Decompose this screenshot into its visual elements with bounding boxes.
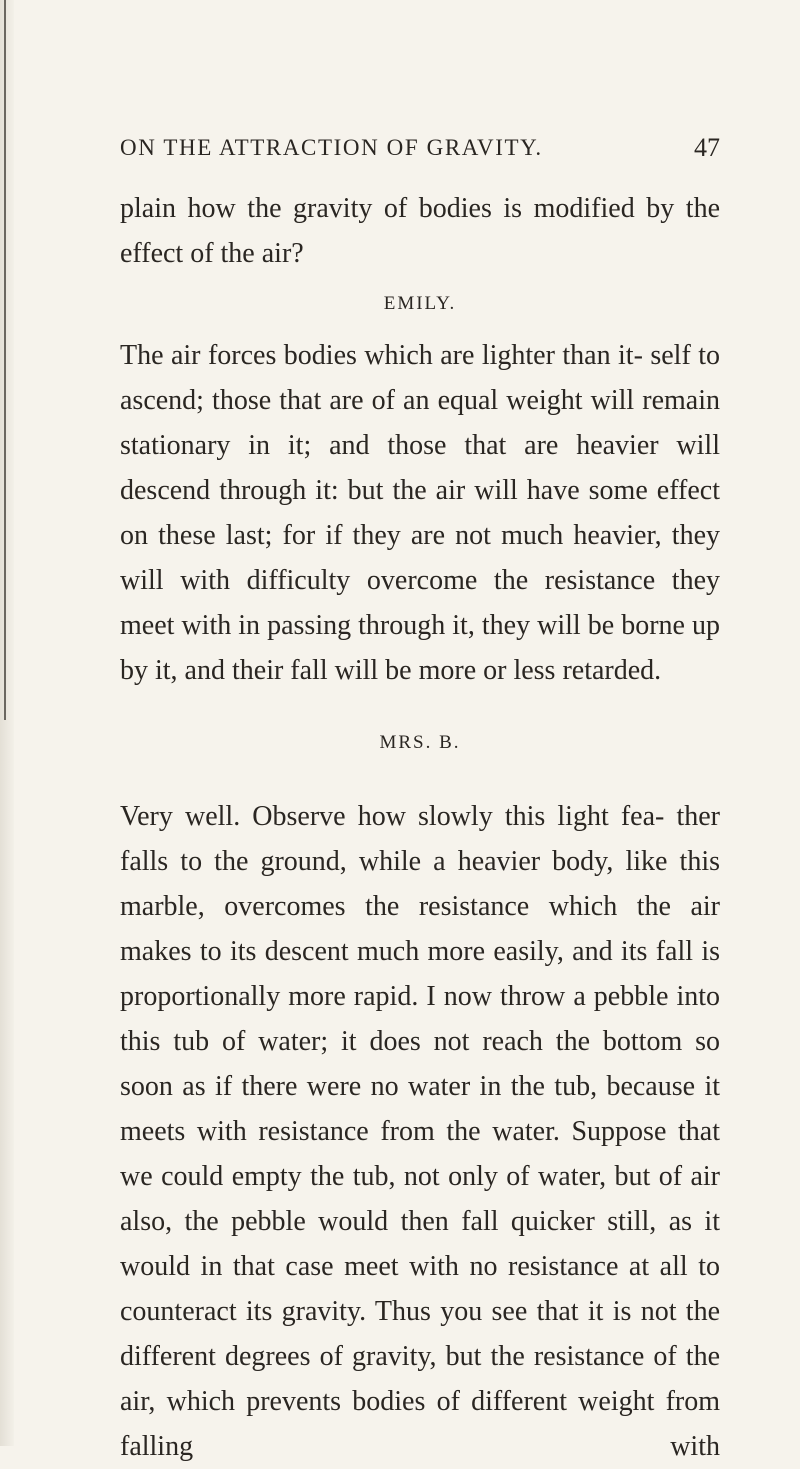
page-number: 47 [694,133,720,162]
speaker-mrs-b: MRS. B. [379,732,461,753]
opening-paragraph: plain how the gravity of bodies is modified by the effect of the air? [120,193,720,269]
speaker-emily: EMILY. [383,293,457,314]
mrs-b-paragraph: Very well. Observe how slowly this light fea- ther falls to the ground, while a heavier body, like this marble, overcomes the resistance which the air makes to its descent much more easily, and its fall is proportionally more rapid. I now throw a pebble into this tub of water; it does not reach the bottom so soon as if there were no water in the tub, because it meets with resistance from the water. Suppose that we could empty the tub, not only of water, but of air also, the pebble would then fall quicker still, as it would in that case meet with no resistance at all to counteract its gravity. Thus you see that it is not the different degrees of gravity, but the resistance of the air, which prevents bodies of different weight from falling with [120,801,720,1462]
emily-paragraph: The air forces bodies which are lighter than it- self to ascend; those that are of an equal weight will remain stationary in it; and those that are heavier will descend through it: but the air will have some effect on these last; for if they are not much heavier, they will with difficulty overcome the resistance they meet with in passing through it, they will be borne up by it, and their fall will be more or less retarded. [120,340,720,686]
running-title: ON THE ATTRACTION OF GRAVITY. [120,135,543,160]
running-head [120,128,720,168]
binding-shadow-line [4,0,6,720]
page-binding-edge [0,0,14,1446]
page-text [120,186,720,1469]
